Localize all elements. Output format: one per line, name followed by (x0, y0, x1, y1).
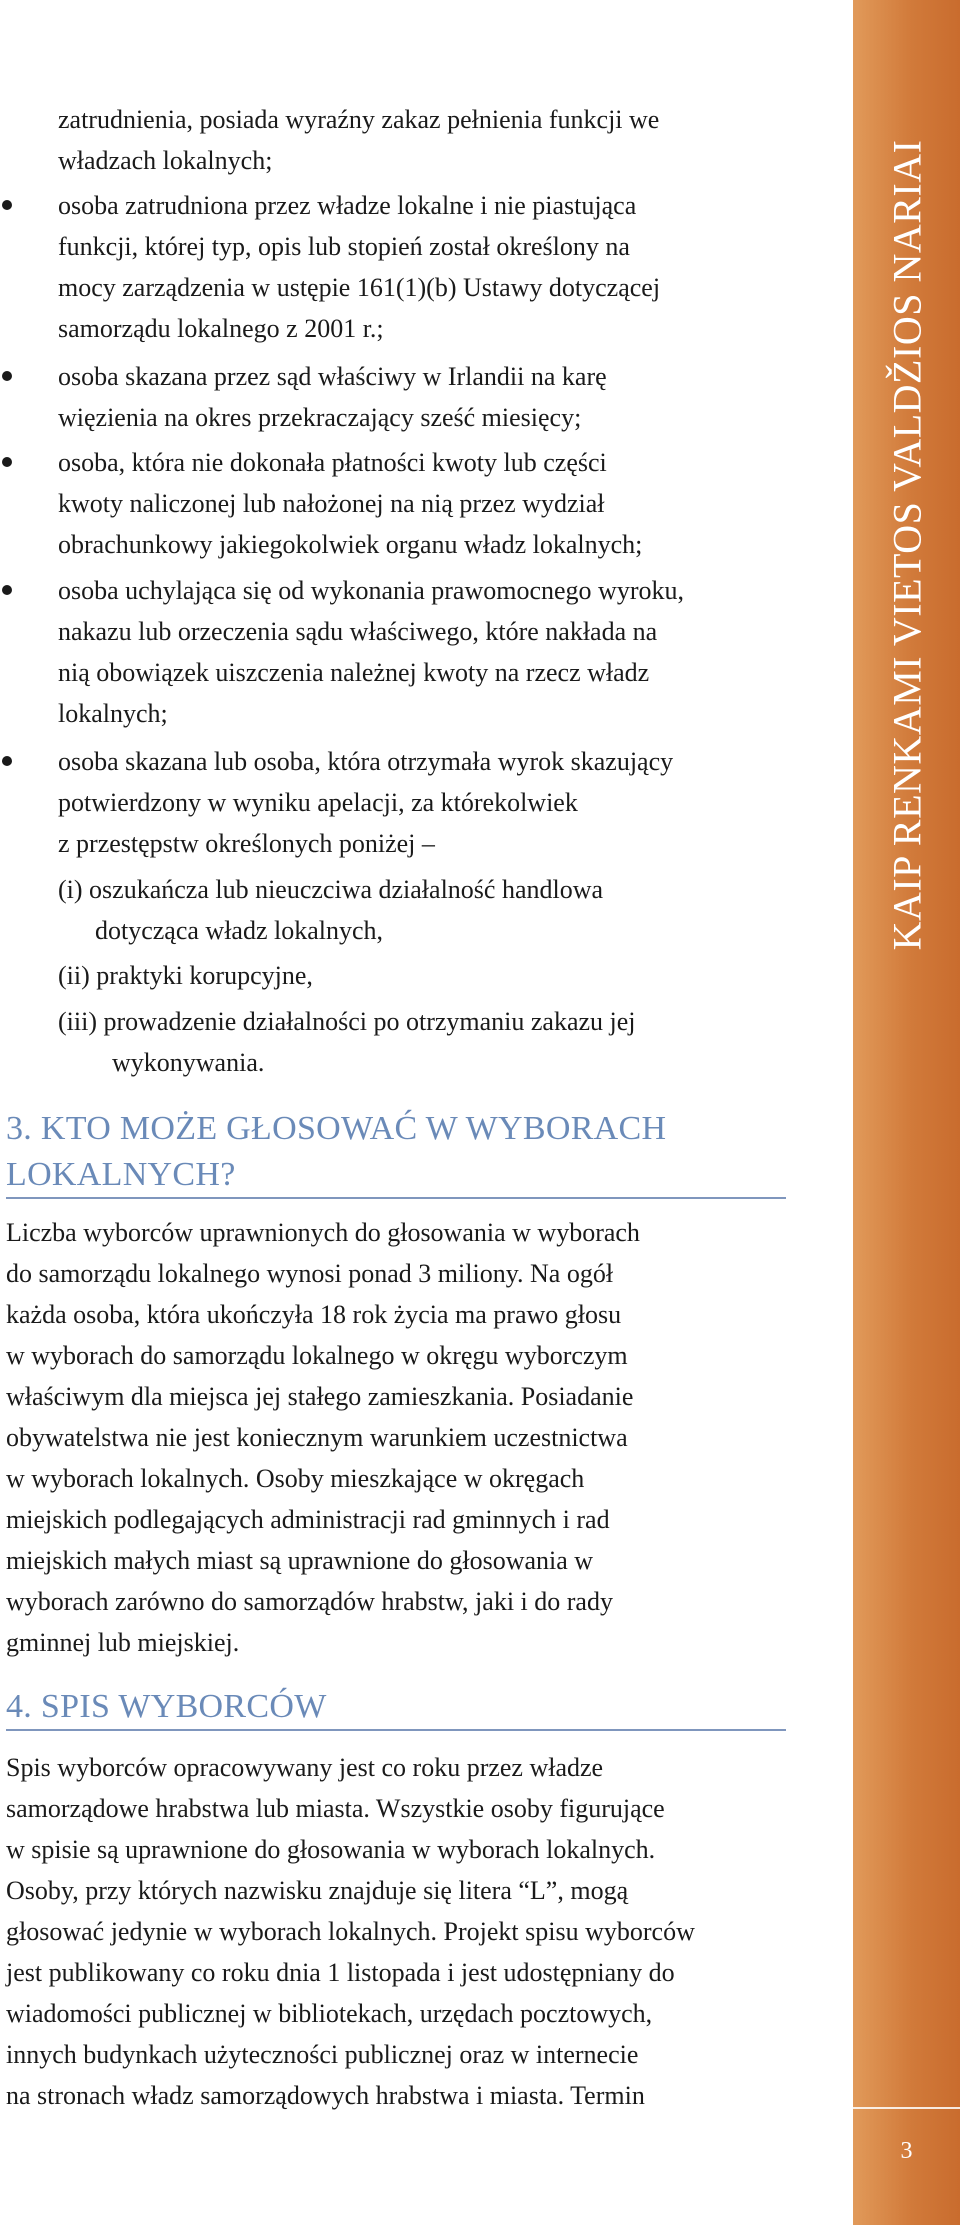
paragraph-line: innych budynkach użyteczności publicznej oraz w internecie (6, 2040, 639, 2069)
section-heading: 3. KTO MOŻE GŁOSOWAĆ W WYBORACH (6, 1110, 667, 1147)
bullet-item-line: potwierdzony w wyniku apelacji, za którekolwiek (58, 788, 578, 817)
paragraph-line: głosować jedynie w wyborach lokalnych. Projekt spisu wyborców (6, 1917, 695, 1946)
paragraph-line: Spis wyborców opracowywany jest co roku przez władze (6, 1753, 604, 1782)
bullet-item-line: osoba zatrudniona przez władze lokalne i nie piastująca (58, 191, 637, 220)
bullet-item-line: osoba skazana przez sąd właściwy w Irlandii na karę (58, 362, 607, 391)
bullet-icon (2, 756, 12, 766)
text-line: władzach lokalnych; (58, 146, 273, 175)
paragraph-line: w spisie są uprawnione do głosowania w wyborach lokalnych. (6, 1835, 656, 1864)
paragraph-line: miejskich małych miast są uprawnione do głosowania w (6, 1546, 594, 1575)
bullet-icon (2, 585, 12, 595)
bullet-item-line: nią obowiązek uiszczenia należnej kwoty na rzecz władz (58, 658, 650, 687)
paragraph-line: Osoby, przy których nazwisku znajduje się litera “L”, mogą (6, 1876, 629, 1905)
paragraph-line: gminnej lub miejskiej. (6, 1628, 240, 1657)
sub-item-line: dotycząca władz lokalnych, (95, 916, 384, 945)
text-line: zatrudnienia, posiada wyraźny zakaz pełnienia funkcji we (58, 105, 660, 134)
paragraph-line: na stronach władz samorządowych hrabstwa i miasta. Termin (6, 2081, 645, 2110)
paragraph-line: obywatelstwa nie jest koniecznym warunkiem uczestnictwa (6, 1423, 628, 1452)
paragraph-line: Liczba wyborców uprawnionych do głosowania w wyborach (6, 1218, 640, 1247)
bullet-item-line: mocy zarządzenia w ustępie 161(1)(b) Ustawy dotyczącej (58, 273, 661, 302)
paragraph-line: każda osoba, która ukończyła 18 rok życia ma prawo głosu (6, 1300, 622, 1329)
sub-item-line: (ii) praktyki korupcyjne, (58, 961, 313, 990)
heading-divider (6, 1729, 786, 1731)
paragraph-line: w wyborach do samorządu lokalnego w okręgu wyborczym (6, 1341, 628, 1370)
bullet-item-line: funkcji, której typ, opis lub stopień został określony na (58, 232, 630, 261)
bullet-item-line: kwoty naliczonej lub nałożonej na nią przez wydział (58, 489, 605, 518)
bullet-icon (2, 371, 12, 381)
section-heading: 4. SPIS WYBORCÓW (6, 1688, 327, 1725)
paragraph-line: właściwym dla miejsca jej stałego zamieszkania. Posiadanie (6, 1382, 634, 1411)
sub-item-line: wykonywania. (112, 1048, 265, 1077)
bullet-icon (2, 200, 12, 210)
sidebar-title: KAIP RENKAMI VIETOS VALDŽIOS NARIAI (884, 139, 929, 951)
bullet-item-line: lokalnych; (58, 699, 168, 728)
paragraph-line: miejskich podlegających administracji rad gminnych i rad (6, 1505, 610, 1534)
bullet-icon (2, 457, 12, 467)
sub-item-line: (iii) prowadzenie działalności po otrzymaniu zakazu jej (58, 1007, 636, 1036)
sidebar-divider (853, 2107, 960, 2109)
bullet-item-line: z przestępstw określonych poniżej – (58, 829, 435, 858)
paragraph-line: samorządowe hrabstwa lub miasta. Wszystkie osoby figurujące (6, 1794, 665, 1823)
section-heading: LOKALNYCH? (6, 1156, 236, 1193)
bullet-item-line: samorządu lokalnego z 2001 r.; (58, 314, 384, 343)
paragraph-line: w wyborach lokalnych. Osoby mieszkające w okręgach (6, 1464, 585, 1493)
paragraph-line: wyborach zarówno do samorządów hrabstw, jaki i do rady (6, 1587, 613, 1616)
paragraph-line: jest publikowany co roku dnia 1 listopada i jest udostępniany do (6, 1958, 675, 1987)
page-number: 3 (900, 2138, 913, 2164)
bullet-item-line: nakazu lub orzeczenia sądu właściwego, które nakłada na (58, 617, 658, 646)
paragraph-line: do samorządu lokalnego wynosi ponad 3 miliony. Na ogół (6, 1259, 614, 1288)
paragraph-line: wiadomości publicznej w bibliotekach, urzędach pocztowych, (6, 1999, 653, 2028)
bullet-item-line: osoba skazana lub osoba, która otrzymała wyrok skazujący (58, 747, 674, 776)
heading-divider (6, 1197, 786, 1199)
sidebar (853, 0, 960, 2225)
bullet-item-line: obrachunkowy jakiegokolwiek organu władz lokalnych; (58, 530, 643, 559)
sub-item-line: (i) oszukańcza lub nieuczciwa działalność handlowa (58, 875, 604, 904)
bullet-item-line: osoba uchylająca się od wykonania prawomocnego wyroku, (58, 576, 684, 605)
bullet-item-line: osoba, która nie dokonała płatności kwoty lub części (58, 448, 607, 477)
bullet-item-line: więzienia na okres przekraczający sześć miesięcy; (58, 403, 582, 432)
